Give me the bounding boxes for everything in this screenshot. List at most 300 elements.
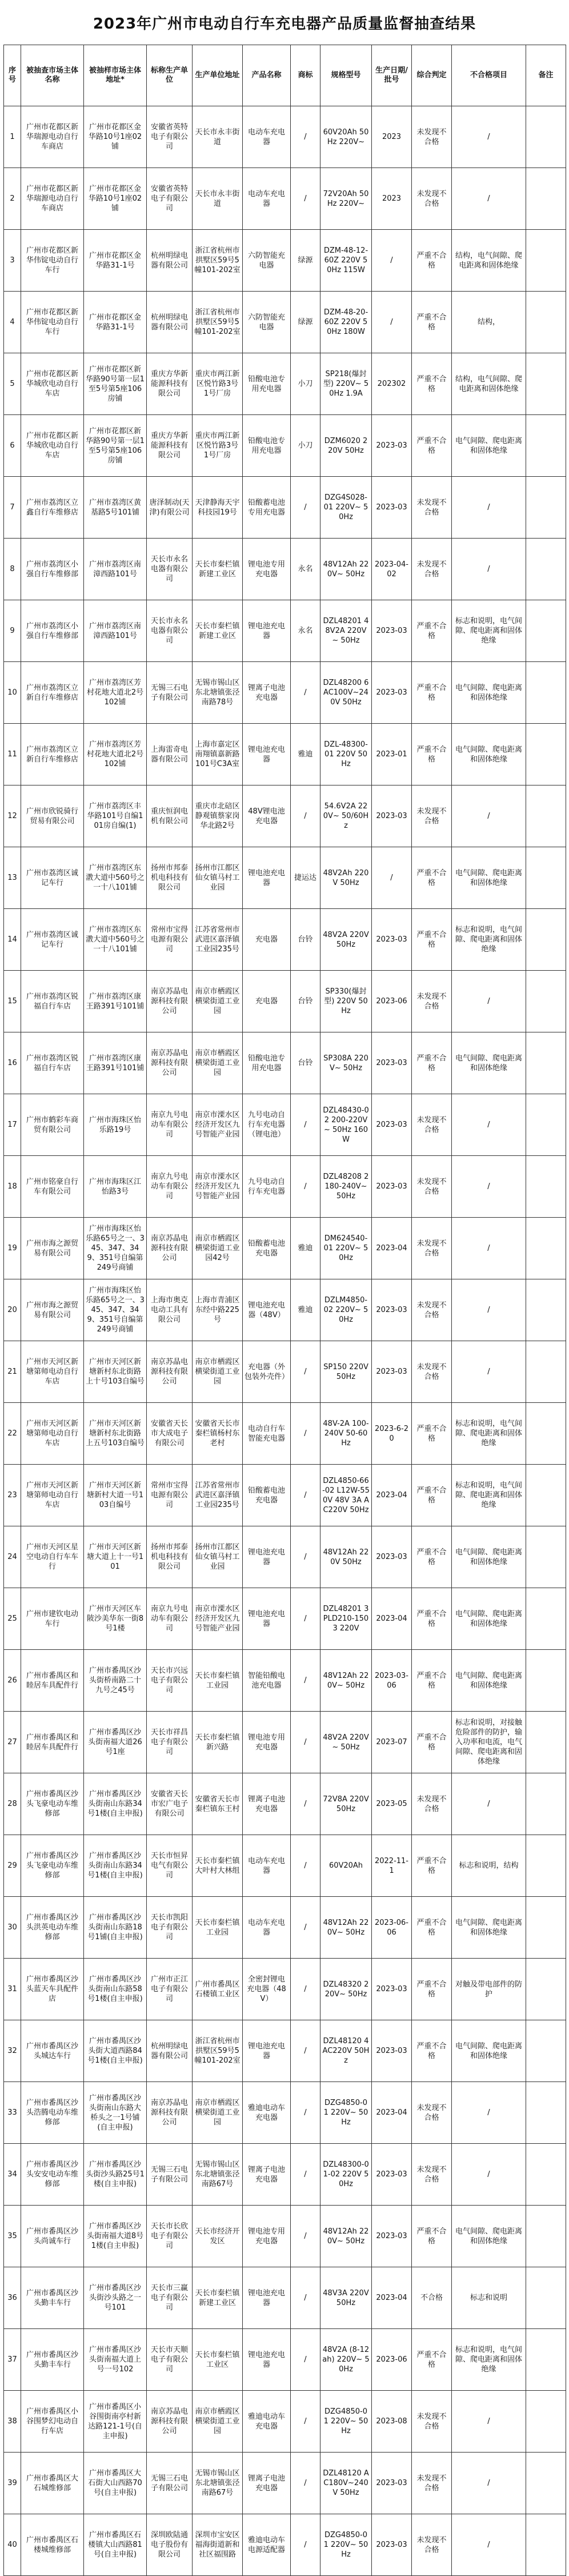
table-cell: / — [452, 168, 526, 230]
table-cell: 广州市天河区新塘新村东北街路上十号103自编号 — [84, 1341, 147, 1403]
table-cell: 24 — [4, 1526, 21, 1588]
table-cell: 31 — [4, 1959, 21, 2020]
table-cell: 48V3A 220V 50Hz — [320, 2267, 372, 2329]
table-cell: 广州市花都区金华路31-1号 — [84, 230, 147, 292]
table-row — [4, 2020, 566, 2082]
table-cell: / — [452, 1218, 526, 1279]
table-row — [4, 1341, 566, 1403]
table-cell: 2023-03 — [372, 1279, 412, 1341]
table-cell: 电气间隙、爬电距离和固体绝缘 — [452, 847, 526, 909]
table-cell: 未发现不合格 — [412, 1279, 452, 1341]
table-cell: 广州市花都区新华瑞源电动自行车商店 — [21, 168, 84, 230]
table-row — [4, 662, 566, 724]
table-cell: 安徽省英特电子有限公司 — [147, 106, 193, 168]
table-cell: 未发现不合格 — [412, 2514, 452, 2576]
table-cell: 40 — [4, 2514, 21, 2576]
table-cell: 33 — [4, 2082, 21, 2144]
table-cell: 未发现不合格 — [412, 1773, 452, 1835]
table-cell: 2023-03 — [372, 415, 412, 477]
table-cell: / — [291, 2020, 320, 2082]
table-cell: / — [452, 971, 526, 1032]
table-cell: 南京苏晶电源科技有限公司 — [147, 1032, 193, 1094]
table-cell: 天长市秦栏镇新兴路 — [193, 1712, 243, 1773]
table-cell: 广州市天河区星空电动自行车车行 — [21, 1526, 84, 1588]
table-cell: 10 — [4, 662, 21, 724]
table-cell: 南京苏晶电源科技有限公司 — [147, 2391, 193, 2453]
table-cell: 2023-03 — [372, 1341, 412, 1403]
table-cell: 广州市荔湾区康王路391号101铺 — [84, 1032, 147, 1094]
table-cell: DZL4850-66-02 L12W-550V 48V 3A AC220V 50Hz — [320, 1465, 372, 1526]
table-cell: 无锡市锡山区东北塘镇张泾南路67号 — [193, 2453, 243, 2514]
table-cell: / — [291, 785, 320, 847]
table-row — [4, 415, 566, 477]
table-cell — [526, 1835, 566, 1897]
table-cell: 202302 — [372, 353, 412, 415]
table-row — [4, 2391, 566, 2453]
table-cell: 锂电池充电器 — [243, 2329, 291, 2391]
table-cell: 铅酸电池专用充电器 — [243, 1032, 291, 1094]
table-cell: 12 — [4, 785, 21, 847]
table-cell: / — [452, 1773, 526, 1835]
table-cell: 锂电池充电器 — [243, 2020, 291, 2082]
table-cell: 25 — [4, 1588, 21, 1650]
table-cell: 南京市溧水区经济开发区九号智能产业园 — [193, 1156, 243, 1218]
table-cell: 严重不合格 — [412, 292, 452, 353]
table-cell: 电动车充电器 — [243, 1897, 291, 1959]
table-cell — [526, 1156, 566, 1218]
table-row — [4, 1773, 566, 1835]
table-cell: 常州市宝得电源有限公司 — [147, 909, 193, 971]
table-cell: DZL48208 2 180-240V~ 50Hz — [320, 1156, 372, 1218]
table-cell: 2023-03 — [372, 909, 412, 971]
table-cell: / — [452, 477, 526, 539]
table-cell: 深圳欧陆通电子股份有限公司 — [147, 2514, 193, 2576]
table-cell: / — [452, 2514, 526, 2576]
table-row — [4, 1959, 566, 2020]
table-cell: 杭州明绿电器有限公司 — [147, 292, 193, 353]
table-cell: 江苏省常州市武进区嘉泽镇工业园235号 — [193, 1465, 243, 1526]
table-cell: 扬州市江都区仙女镇马村工业园 — [193, 1526, 243, 1588]
table-cell: 广州市荔湾区康王路391号101铺 — [84, 971, 147, 1032]
table-cell: 广州市番禺区沙头飞豪电动车维修部 — [21, 1773, 84, 1835]
table-cell — [526, 1032, 566, 1094]
table-cell: 未发现不合格 — [412, 1341, 452, 1403]
table-cell: 广州市番禺区沙头街南山东路18号1铺(自主申报) — [84, 1897, 147, 1959]
table-cell: 广州市番禺区沙头街大道西路84号1楼(自主申报) — [84, 2020, 147, 2082]
table-cell: SP218(爆封型) 220V~ 50Hz 1.9A — [320, 353, 372, 415]
table-cell: 广州市番禺区石楼城维修部 — [21, 2514, 84, 2576]
table-cell: 11 — [4, 724, 21, 785]
table-cell: / — [291, 2206, 320, 2267]
table-cell: DZL48200 6 AC100V~240V 50Hz — [320, 662, 372, 724]
table-cell: 永名 — [291, 539, 320, 600]
table-cell — [526, 1341, 566, 1403]
table-cell: 重庆恒润电机有限公司 — [147, 785, 193, 847]
table-cell: 广州市荔湾区南漳西路101号 — [84, 600, 147, 662]
table-cell: 17 — [4, 1094, 21, 1156]
table-cell: / — [291, 1959, 320, 2020]
table-cell: 2023-06 — [372, 971, 412, 1032]
table-cell: 6 — [4, 415, 21, 477]
table-cell: 结构，电气间隙、爬电距离和固体绝缘 — [452, 353, 526, 415]
table-cell: 电动车充电器 — [243, 1835, 291, 1897]
table-cell: 无锡三石电子有限公司 — [147, 2453, 193, 2514]
table-cell: 48V2A 220V 50Hz — [320, 909, 372, 971]
table-cell: 锂电池充电器 — [243, 847, 291, 909]
table-row — [4, 724, 566, 785]
table-cell: 浙江省杭州市拱墅区59号5幢101-202室 — [193, 2020, 243, 2082]
table-cell: 重庆市两江新区悦竹路3号1号厂房 — [193, 353, 243, 415]
table-cell: 广州市荔湾区锐福自行车店 — [21, 1032, 84, 1094]
table-cell: 广州市番禺区沙头街南山东路大桥头之一1号铺(自主申报) — [84, 2082, 147, 2144]
table-cell: 3 — [4, 230, 21, 292]
table-cell: 未发现不合格 — [412, 168, 452, 230]
table-cell: / — [452, 106, 526, 168]
table-row — [4, 2206, 566, 2267]
table-cell: 20 — [4, 1279, 21, 1341]
table-cell: 48V12Ah 220V~ 50Hz — [320, 1897, 372, 1959]
table-row — [4, 847, 566, 909]
table-cell: 结构，电气间隙、爬电距离和固体绝缘 — [452, 230, 526, 292]
table-cell: 广州市番禺区沙头街沙头路25号1楼(自主申报) — [84, 2144, 147, 2206]
table-cell: SP308A 220V~ 50Hz — [320, 1032, 372, 1094]
table-cell: 18 — [4, 1156, 21, 1218]
table-cell: 广州市番禺区石楼镇工业区 — [193, 1959, 243, 2020]
table-cell: 2023-06 — [372, 2329, 412, 2391]
table-row — [4, 168, 566, 230]
table-cell: 未发现不合格 — [412, 106, 452, 168]
table-cell: 严重不合格 — [412, 353, 452, 415]
table-row — [4, 2329, 566, 2391]
table-row — [4, 1588, 566, 1650]
table-cell: 严重不合格 — [412, 600, 452, 662]
table-row — [4, 600, 566, 662]
table-cell: 上海市青浦区东经中路225号 — [193, 1279, 243, 1341]
table-cell: 2023-01 — [372, 724, 412, 785]
table-cell: 广州市海珠区怡乐路19号 — [84, 1094, 147, 1156]
table-cell: 电动车充电器 — [243, 106, 291, 168]
table-cell — [526, 1403, 566, 1465]
table-cell: / — [291, 1712, 320, 1773]
table-row — [4, 971, 566, 1032]
table-cell: 35 — [4, 2206, 21, 2267]
table-cell: 小刀 — [291, 353, 320, 415]
table-cell: 广州市天河区新塘第师电动自行车店 — [21, 1341, 84, 1403]
table-cell: 电气间隙、爬电距离和固体绝缘 — [452, 724, 526, 785]
header-cell: 备注 — [526, 45, 566, 106]
table-cell: 28 — [4, 1773, 21, 1835]
table-cell: 2023-04 — [372, 2267, 412, 2329]
table-cell: 13 — [4, 847, 21, 909]
table-cell: 60V20Ah — [320, 1835, 372, 1897]
table-cell: 锂电池充电器 — [243, 600, 291, 662]
table-cell: 严重不合格 — [412, 2329, 452, 2391]
table-cell — [526, 2082, 566, 2144]
table-cell: 严重不合格 — [412, 1588, 452, 1650]
table-cell: 天津静海天宇科技园19号 — [193, 477, 243, 539]
table-cell: 5 — [4, 353, 21, 415]
table-cell: 广州市铭豪自行车有限公司 — [21, 1156, 84, 1218]
table-cell: 南京市栖霞区横梁街道工业园 — [193, 971, 243, 1032]
header-cell: 商标 — [291, 45, 320, 106]
table-cell: DZG4S028-01 220V~ 50Hz — [320, 477, 372, 539]
table-cell — [526, 1897, 566, 1959]
table-row — [4, 1712, 566, 1773]
table-cell: 扬州市邦泰机电科技有限公司 — [147, 847, 193, 909]
table-cell: 广州市海珠区怡乐路65号之一、345、347、349、351号自编第249号商铺 — [84, 1218, 147, 1279]
table-cell: 2023-03 — [372, 2020, 412, 2082]
table-cell: 广州市花都区金华路10号1座02铺 — [84, 106, 147, 168]
table-cell: / — [291, 1526, 320, 1588]
table-cell: 39 — [4, 2453, 21, 2514]
table-cell: / — [291, 1835, 320, 1897]
table-cell: DZL48430-02 200-220V~ 50Hz 160W — [320, 1094, 372, 1156]
table-cell: / — [291, 2082, 320, 2144]
table-cell: / — [291, 1341, 320, 1403]
table-cell: 未发现不合格 — [412, 785, 452, 847]
table-row — [4, 1897, 566, 1959]
table-cell: 严重不合格 — [412, 909, 452, 971]
table-cell: 充电器 — [243, 971, 291, 1032]
table-cell: 南京苏晶电源科技有限公司 — [147, 1218, 193, 1279]
table-cell: 天长市秦栏镇新建工业区 — [193, 600, 243, 662]
table-cell: 标志和说明，电气间隙、爬电距离和固体绝缘 — [452, 1403, 526, 1465]
table-cell: DZL48120 4 AC220V 50Hz — [320, 2020, 372, 2082]
table-cell: 48V2A 220V~ 50Hz — [320, 1712, 372, 1773]
table-cell: 4 — [4, 292, 21, 353]
table-cell: 38 — [4, 2391, 21, 2453]
table-row — [4, 1094, 566, 1156]
table-cell — [526, 2206, 566, 2267]
table-row — [4, 1279, 566, 1341]
table-cell: / — [452, 1156, 526, 1218]
table-cell: 天长市永名电器有限公司 — [147, 539, 193, 600]
table-cell: 标志和说明，结构 — [452, 1835, 526, 1897]
table-cell: 锂离子电池充电器 — [243, 1773, 291, 1835]
table-cell: 上海雷奇电器有限公司 — [147, 724, 193, 785]
table-cell: 安徽省天长市宏广电子有限公司 — [147, 1773, 193, 1835]
table-cell: 16 — [4, 1032, 21, 1094]
table-cell: 广州市荔湾区丰华路101号自编101房自编(1) — [84, 785, 147, 847]
table-cell: 电气间隙、爬电距离和固体绝缘 — [452, 1897, 526, 1959]
table-cell: / — [291, 2391, 320, 2453]
header-cell: 规格型号 — [320, 45, 372, 106]
table-cell: 雅迪电动车电源适配器 — [243, 2514, 291, 2576]
table-cell: 15 — [4, 971, 21, 1032]
table-cell: 2023-03 — [372, 1526, 412, 1588]
table-cell: / — [452, 2453, 526, 2514]
table-cell: 锂电池专用充电器 — [243, 539, 291, 600]
table-cell: DZG4850-01 220V~ 50Hz — [320, 2514, 372, 2576]
table-cell: 2023-03 — [372, 477, 412, 539]
table-cell — [526, 662, 566, 724]
table-cell: 锂电池充电器（48V） — [243, 1279, 291, 1341]
table-cell: 广州市番禺区石楼镇大山西路81号(自主申报) — [84, 2514, 147, 2576]
table-cell: 2023-03 — [372, 1032, 412, 1094]
table-cell: 8 — [4, 539, 21, 600]
table-cell: 电气间隙、爬电距离和固体绝缘 — [452, 1032, 526, 1094]
table-cell: SP150 220V 50Hz — [320, 1341, 372, 1403]
table-cell: 广州市花都区新华瑞源电动自行车商店 — [21, 106, 84, 168]
table-cell: 安徽省天长市秦栏镇东王村 — [193, 1773, 243, 1835]
table-cell: 广州市番禺区沙头城达车行 — [21, 2020, 84, 2082]
table-cell: 60V20Ah 50Hz 220V~ — [320, 106, 372, 168]
table-cell: / — [291, 662, 320, 724]
table-cell: 严重不合格 — [412, 724, 452, 785]
table-cell: 严重不合格 — [412, 2020, 452, 2082]
table-cell: 广州市花都区新华城欣电动自行车店 — [21, 353, 84, 415]
table-cell: 台铃 — [291, 909, 320, 971]
table-cell: 上海市嘉定区南翔镇嘉新路101号C3A室 — [193, 724, 243, 785]
table-row — [4, 2267, 566, 2329]
table-cell: DZL48201 3 PLD210-1503 220V — [320, 1588, 372, 1650]
table-cell: 台铃 — [291, 1032, 320, 1094]
table-cell: 19 — [4, 1218, 21, 1279]
table-cell: 常州市宝得电源有限公司 — [147, 1465, 193, 1526]
table-cell — [526, 292, 566, 353]
table-cell: 南京市栖霞区横梁街道工业园 — [193, 2082, 243, 2144]
table-cell: 48V锂电池充电器 — [243, 785, 291, 847]
table-cell: 2023-04 — [372, 2082, 412, 2144]
table-row — [4, 2144, 566, 2206]
table-cell: 未发现不合格 — [412, 477, 452, 539]
table-cell: 雅迪 — [291, 724, 320, 785]
table-cell: 广州市海之源贸易有限公司 — [21, 1279, 84, 1341]
header-cell: 生产单位地址 — [193, 45, 243, 106]
table-cell — [526, 168, 566, 230]
table-cell: 浙江省杭州市拱墅区59号5幢101-202室 — [193, 292, 243, 353]
table-cell: 充电器 — [243, 909, 291, 971]
table-row — [4, 909, 566, 971]
table-cell: 2023-04-02 — [372, 539, 412, 600]
table-cell: 重庆方华新能源科技有限公司 — [147, 415, 193, 477]
table-cell: 广州市番禺区大石城维修部 — [21, 2453, 84, 2514]
table-cell: 锂电池专用充电器 — [243, 1712, 291, 1773]
table-cell — [526, 1959, 566, 2020]
table-cell: / — [291, 2267, 320, 2329]
table-cell: 天长市秦栏镇工业区 — [193, 2329, 243, 2391]
table-cell — [526, 1650, 566, 1712]
table-cell: 天长市三赢电子有限公司 — [147, 2267, 193, 2329]
table-cell: 72V20Ah 50Hz 220V~ — [320, 168, 372, 230]
table-cell: 南京苏晶电源科技有限公司 — [147, 1341, 193, 1403]
table-cell: 2023 — [372, 168, 412, 230]
table-cell: 铅酸蓄电池充电器 — [243, 1465, 291, 1526]
table-cell: 48V2Ah 220V 50Hz — [320, 847, 372, 909]
table-cell: 未发现不合格 — [412, 2082, 452, 2144]
table-cell — [526, 1712, 566, 1773]
table-cell: 标志和说明，电气间隙、爬电距离和固体绝缘 — [452, 1465, 526, 1526]
table-cell: DZL48300-01-02 220V 50Hz — [320, 2144, 372, 2206]
table-cell: 2023-07 — [372, 1712, 412, 1773]
table-cell: 2023-03-06 — [372, 1650, 412, 1712]
table-row — [4, 1526, 566, 1588]
header-cell: 序号 — [4, 45, 21, 106]
table-cell: 广州市荔湾区东漖大道中560号之一十八101铺 — [84, 909, 147, 971]
table-cell: 2023-6-20 — [372, 1403, 412, 1465]
table-cell: 72V8A 220V 50Hz — [320, 1773, 372, 1835]
table-cell: 广州市番禺区沙头街南山东路34号1楼(自主申报) — [84, 1773, 147, 1835]
table-cell — [526, 971, 566, 1032]
table-cell: 2023-08 — [372, 2391, 412, 2453]
table-cell: 广州市番禺区大石街大山西路70号(自主申报) — [84, 2453, 147, 2514]
table-cell: / — [291, 1465, 320, 1526]
table-cell: 雅迪 — [291, 1279, 320, 1341]
table-cell: 32 — [4, 2020, 21, 2082]
table-row — [4, 1835, 566, 1897]
table-cell: 铅酸蓄电池专用充电器 — [243, 477, 291, 539]
table-cell: 上海市奥克电动工具有限公司 — [147, 1279, 193, 1341]
table-cell: 48V-2A 100-240V 50-60Hz — [320, 1403, 372, 1465]
table-cell: 铅酸电池专用充电器 — [243, 353, 291, 415]
table-cell: / — [291, 1650, 320, 1712]
table-cell: 2023-03 — [372, 2453, 412, 2514]
results-table — [3, 45, 566, 2576]
table-cell: 广州市花都区新华伟锭电动自行车行 — [21, 230, 84, 292]
table-cell: 7 — [4, 477, 21, 539]
table-cell: 严重不合格 — [412, 1032, 452, 1094]
table-cell: 铅酸蓄电池充电器 — [243, 1218, 291, 1279]
table-row — [4, 539, 566, 600]
table-cell: 绿源 — [291, 292, 320, 353]
table-cell — [526, 1465, 566, 1526]
header-cell: 被抽样市场主体地址* — [84, 45, 147, 106]
table-cell: 台铃 — [291, 971, 320, 1032]
table-cell: 广州市荔湾区立新自行车维修店 — [21, 724, 84, 785]
table-cell — [526, 2267, 566, 2329]
table-cell: 广州市番禺区沙头街沙头路之一号101 — [84, 2267, 147, 2329]
table-cell: 深圳市宝安区福海街道新和社区福围路 — [193, 2514, 243, 2576]
table-cell: 天长市兴远电子有限公司 — [147, 1650, 193, 1712]
table-cell: 天长市恒昇电气有限公司 — [147, 1835, 193, 1897]
table-cell: 2023-04 — [372, 1588, 412, 1650]
table-cell: 南京市栖霞区横梁街道工业园42号 — [193, 1218, 243, 1279]
table-cell: 电气间隙、爬电距离和固体绝缘 — [452, 415, 526, 477]
table-cell: 广州市荔湾区锐福自行车店 — [21, 971, 84, 1032]
table-cell: 广州市番禺区沙头街桥南路二十九号之45号 — [84, 1650, 147, 1712]
table-cell: DZL48120 AC180V~240V 50Hz — [320, 2453, 372, 2514]
table-cell: 36 — [4, 2267, 21, 2329]
table-cell: / — [452, 2391, 526, 2453]
table-cell: 锂电池充电器 — [243, 1526, 291, 1588]
table-cell: 未发现不合格 — [412, 1218, 452, 1279]
table-cell: / — [452, 2144, 526, 2206]
table-cell: / — [452, 1094, 526, 1156]
table-cell: 严重不合格 — [412, 1835, 452, 1897]
table-cell: 浙江省杭州市拱墅区59号5幢101-202室 — [193, 230, 243, 292]
table-cell: 天长市秦栏镇新建工业区 — [193, 539, 243, 600]
table-cell: 锂电池充电器 — [243, 2267, 291, 2329]
table-cell: 雅迪电动车充电器 — [243, 2082, 291, 2144]
table-cell: 未发现不合格 — [412, 2144, 452, 2206]
table-cell: / — [291, 1156, 320, 1218]
table-cell: 广州市荔湾区诚记车行 — [21, 847, 84, 909]
table-cell: 2023-06-06 — [372, 1897, 412, 1959]
table-cell: 广州市荔湾区立鑫自行车维修店 — [21, 477, 84, 539]
table-cell: 广州市鹤彩车商贸有限公司 — [21, 1094, 84, 1156]
table-cell: 广州市番禺区沙头尚诚车行 — [21, 2206, 84, 2267]
table-cell: 不合格 — [412, 2267, 452, 2329]
table-cell — [526, 2020, 566, 2082]
table-cell: DZM-48-12-60Z 220V 50Hz 115W — [320, 230, 372, 292]
table-cell: 安徽省天长市大成电子有限公司 — [147, 1403, 193, 1465]
table-cell — [526, 909, 566, 971]
table-cell: 天长市永丰街道 — [193, 106, 243, 168]
table-cell: 绿源 — [291, 230, 320, 292]
table-cell: 广州市花都区金华路10号1座02铺 — [84, 168, 147, 230]
table-cell: DZG4850-01 220V~ 50Hz — [320, 2082, 372, 2144]
header-cell: 被抽查市场主体名称 — [21, 45, 84, 106]
